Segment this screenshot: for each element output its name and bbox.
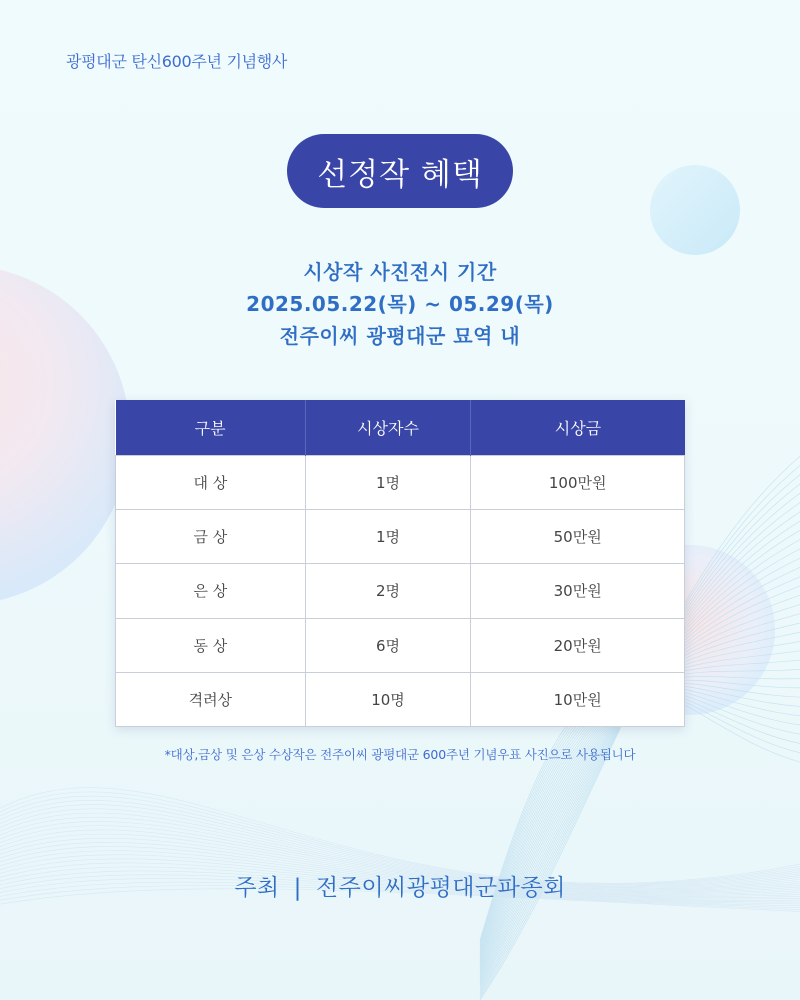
stamp-usage-note: *대상,금상 및 은상 수상작은 전주이씨 광평대군 600주년 기념우표 사진으로 사용됩니다 xyxy=(164,747,636,762)
table-row xyxy=(116,564,685,618)
awards-table xyxy=(115,400,685,727)
table-row xyxy=(116,455,685,509)
award-name: 은 상 xyxy=(116,564,306,618)
header-winner-count: 시상자수 xyxy=(305,400,471,455)
award-name: 대 상 xyxy=(116,455,306,509)
exhibition-title: 시상작 사진전시 기간 xyxy=(303,260,497,284)
table-row xyxy=(116,618,685,672)
exhibition-dates: 2025.05.22(목) ~ 05.29(목) xyxy=(246,292,554,316)
prize-money: 50만원 xyxy=(471,509,685,563)
winner-count: 1명 xyxy=(305,455,471,509)
winner-count: 10명 xyxy=(305,673,471,727)
awards-table-container xyxy=(115,400,685,727)
header-prize-money: 시상금 xyxy=(471,400,685,455)
award-name: 금 상 xyxy=(116,509,306,563)
prize-money: 100만원 xyxy=(471,455,685,509)
benefits-badge-label: 선정작 혜택 xyxy=(317,156,483,193)
exhibition-location: 전주이씨 광평대군 묘역 내 xyxy=(279,324,521,348)
award-name: 동 상 xyxy=(116,618,306,672)
benefits-badge xyxy=(287,134,513,208)
prize-money: 20만원 xyxy=(471,618,685,672)
event-title: 광평대군 탄신600주년 기념행사 xyxy=(66,52,288,71)
exhibition-info xyxy=(0,256,800,352)
header-category: 구분 xyxy=(116,400,306,455)
table-row xyxy=(116,509,685,563)
host-separator: | xyxy=(293,875,302,901)
winner-count: 6명 xyxy=(305,618,471,672)
prize-money: 10만원 xyxy=(471,673,685,727)
award-name: 격려상 xyxy=(116,673,306,727)
table-header-row xyxy=(116,400,685,455)
table-row xyxy=(116,673,685,727)
winner-count: 2명 xyxy=(305,564,471,618)
winner-count: 1명 xyxy=(305,509,471,563)
host-label: 주최 xyxy=(234,875,280,901)
host-name: 전주이씨광평대군파종회 xyxy=(315,875,566,901)
host-line xyxy=(0,869,800,902)
prize-money: 30만원 xyxy=(471,564,685,618)
